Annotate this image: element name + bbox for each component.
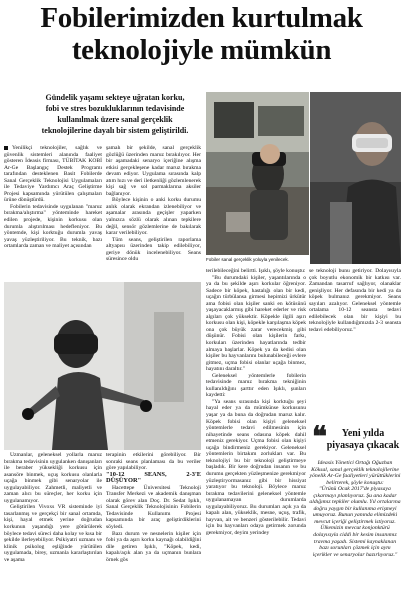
body-column-1 xyxy=(4,145,102,279)
paragraph: "Bu durumdaki kişiler, yaşantılarında o ya da bu şekilde aşırı korkular öğreniyor. Sadece bir köpek, hastalığı olan bir kedi, uçağın türbülansa girmesi hepimizi ürkütür ama fobisi olan kişiler sanki en kötüsünü yaşayacaklarmış gibi hareket ederler ve risk algıları çok yüksektir. Köpekle ilgili aşırı korkusu olan kişi, köpekle karşılaşma köpek ona çok büyük zarar verecekmiş gibi düşünür. Fobisi olan kişilerin farkı, korkuları üzerinden hayatlarında tedbir almaya başlarlar. Köpek ya da kedisi olan kişiler bu hayvanlarını bulunabileceği evlere gitmez, uçma fobisi olanlar uçağa binmez, hayatını daraltır." xyxy=(206,274,306,373)
paragraph: Böylece kişinin o anki korku durumu anlık olarak ekrandan izlenebiliyor ve aşamalar arasında geçişler yaparken yalnızca sözlü olarak alınan tepkilere değil, sensör gözlemlerine de bakılarak karar verilebiliyor. xyxy=(106,197,201,237)
vr-woman-photo-illustration xyxy=(4,282,201,450)
body-column-2 xyxy=(106,145,201,279)
headline-line-1: Fobilerimizden kurtulmak xyxy=(40,2,363,34)
paragraph: Hacettepe Üniversitesi Teknoloji Transfer Merkezi ve akademik danışman olarak görev alan Doç. Dr. Sedat Işıklı, Sanal Gerçeklik Teknolojisinin Fobilerin Tedavisinde Kullanımı Projesi kapsamında bir araç geliştirdiklerini söyledi. xyxy=(106,484,201,531)
vr-man-photo-illustration xyxy=(310,92,401,264)
headline-line-2: teknolojiyle mümkün xyxy=(71,34,332,66)
paragraph: "Ürünü Ocak 2017'de piyasaya çıkarmayı planlıyoruz. Şu ana kadar aldığımız tepkiler olumlu. Yıl ortalarına doğru yaygın bir kullanıma erişmeyi umuyoruz. Bunun yanında elimizdeki mevcut içeriği geliştirmek istiyoruz. Ülkemizin mevcut konjonktürü dolayısıyla ciddi bir kesim insanımız travma yaşadı. Sistemi kaynaklanan bazı sorunları çözmek için aynı içerikler ve senaryolar hazırlıyoruz." xyxy=(309,486,401,558)
paragraph: İdeasis Yönetici Ortağı Oğuzhan Köksal, sanal gerçeklik teknolojilerine yönelik Ar-Ge faaliyetleri yürüttüklerini belirterek, şöyle konuştu: xyxy=(309,460,401,486)
paragraph: terilebileceğini belirtti. Işıklı, şöyle konuştu: xyxy=(206,268,306,274)
quote-icon: ❝ xyxy=(312,422,328,453)
headline xyxy=(6,2,397,66)
body-column-4 xyxy=(309,268,401,423)
vr-woman-photo xyxy=(4,282,201,450)
paragraph: Fobilerin tedavisinde uygulanan "maruz bırakma/alıştırma" yönteminde hareket edilen projede, kişinin korkusu olan durumla alıştırılması hedefleniyor. Bu yöntemde, kişi korktuğu durumla yavaş yavaş yüzleştiriliyor. Bu teknik, bazı ortamlarda zaman ve maliyet açısından xyxy=(4,203,102,250)
photo-caption: Fobiler sanal gerçeklik yoluyla yenilecek. xyxy=(206,257,289,262)
paragraph: Yenilikçi teknolojiler, sağlık ve güvenlik sistemleri alanında faaliyet gösteren İdeasis firması, TÜBİTAK KOBİ Ar-Ge Başlangıç Destek Programı tarafından desteklenen Basit Fobilerde Sanal Gerçeklik Teknolojisi Uygulamaları ile Tedaviye Yardımcı Araç Geliştirme Projesi kapsamında yürütülen çalışmaları ürüne dönüştürdü. xyxy=(4,145,102,204)
paragraph: terapinin etkilerini görebiliyor. Bir sonraki seans planlaması da bu veriler göre yapılabiliyor. xyxy=(106,452,201,472)
paragraph: Uzmanlar, geleneksel yollarla maruz bırakma tedavisinin uygulanken danışanları ile beraber yüksekliği korkusu için asansöre binmek, uçuş korkusu olanlarla uçağa binmek gibi senaryolar ile uygulayabiliyor. Zahmetli, maliyetli ve zaman alıcı bu süreçler, her korku için uygulanamıyor. xyxy=(4,452,102,504)
paragraph: Geleneksel yöntemlerle fobilerin tedavisinde maruz bırakma tekniğinin kullanıldığını şarttır eden Işıklı, şunları kaydetti: xyxy=(206,372,306,399)
paragraph: Bazı durum ve nesnelerin kişiler için fobi ya da aşırı korku kaynağı olabildiğini dile getiren Işıklı, "Köpek, kedi, kapalı/açık alan ya da uçmanın bunlara örnek gös xyxy=(106,530,201,563)
body-column-1-lower xyxy=(4,452,102,598)
pull-quote-column xyxy=(309,460,401,598)
paragraph: Tüm seans, geliştirilen raporlama altyapısı üzerinden takip edilebiliyor, geriye dönük incelenebiliyor. Seans süresince oldu xyxy=(106,236,201,263)
paragraph: Geliştirilen Vivoxs VR sisteminde iyi tasarlanmış ve gerçekçi bir sanal ortamda, kişi, hayal etmek yerine doğrudan korkunun yaşandığı yere götürülerek böylece tedavi süreci daha kolay ve kısa bir şekilde ilerleyebiliyor. Psikiyatri uzmanı ve klinik psikolog eşliğinde yürütülen uygulamada, birey, uzmanla kararlaştırılan ve aşama xyxy=(4,504,102,563)
subheading: "10-12 SEANS, 2-3'E DÜŞÜYOR" xyxy=(106,470,201,485)
paragraph: şamalı bir şekilde, sanal gerçeklik gözlüğü üzerinden maruz bırakılıyor. Her bir aşamadaki senaryo içeriğine alışma etkisi gerçekleşene kadar maruz bırakma devam ediyor. Uygulama sırasında kalp atım hızı ve deri iletkenliği gözlemlenerek kişi sağ ve sol parmaklarına aksiler bağlanıyor. xyxy=(106,145,201,197)
pull-heading: Yeni yılda piyasaya çıkacak xyxy=(326,428,400,451)
paragraph: "Ya seans sırasında kişi korktuğu şeyi hayal eder ya da mümkünse korkusunu yaşar ya da buna da doğrudan maruz kalır. Köpek fobisi olan kişiyi geleneksel yöntemlerle tedavi edilmesinin için nihayetinde seans odasına köpek dahil etmeniz gerekiyor. Uçma fobisi olan kişiyi uçağa bindirmeniz gerekiyor. Geleneksel yöntemlerin birtakım zorlukları var. Bu teknolojiyi bu bir teknoloji geliştirmeye başladık. Bir kere doğrudan insanın ve bu durumu gerçekten yüzleşmenize gerekmiyor yüzleştiryormasanız gibi bir hissiyat yaratıyor bu teknoloji. Böylece maruz bırakma tedavilerini geleneksel yöntemle uygulanamayan durumlarda uygulayabiliyoruz. Bu durumları açık ya da kapalı alan, yükseklik, mesne, uçuş, trafik, hayvan, ait ve benzeri gösterilebilir. Tedavi için bu hayvanları odaya getirmek zorunda gerekmiyor, deyim yerindey xyxy=(206,398,306,536)
vr-user-photo-illustration xyxy=(206,92,309,255)
body-column-2-lower xyxy=(106,452,201,598)
paragraph: se teknoloji bunu getiriyor. Dolayısıyla çok boyutlu ekonomik bir katkısı var. Zamandan tasarruf sağlıyor, olanaklar genişliyor. Her defasında bir kedi ya da köpek bulmanız gerekmiyor. Seans sayıları azalıyor. Geleneksel yöntemle ortalama 10-12 seansta tedavi edilebilecek olan bir kişiyi bu teknolojiyle kullandığımızda 2-3 seansta tedavi edebiliyoruz." xyxy=(309,268,401,333)
vr-user-photo xyxy=(206,92,309,255)
deck-summary: Gündelik yaşamı sekteye uğratan korku, fobi ve stres bozukluklarının tedavisinde kullanılmak üzere sanal gerçeklik teknolojilerine dayalı bir sistem geliştirildi. xyxy=(41,93,189,135)
body-column-3 xyxy=(206,268,306,598)
vr-man-photo xyxy=(310,92,401,264)
